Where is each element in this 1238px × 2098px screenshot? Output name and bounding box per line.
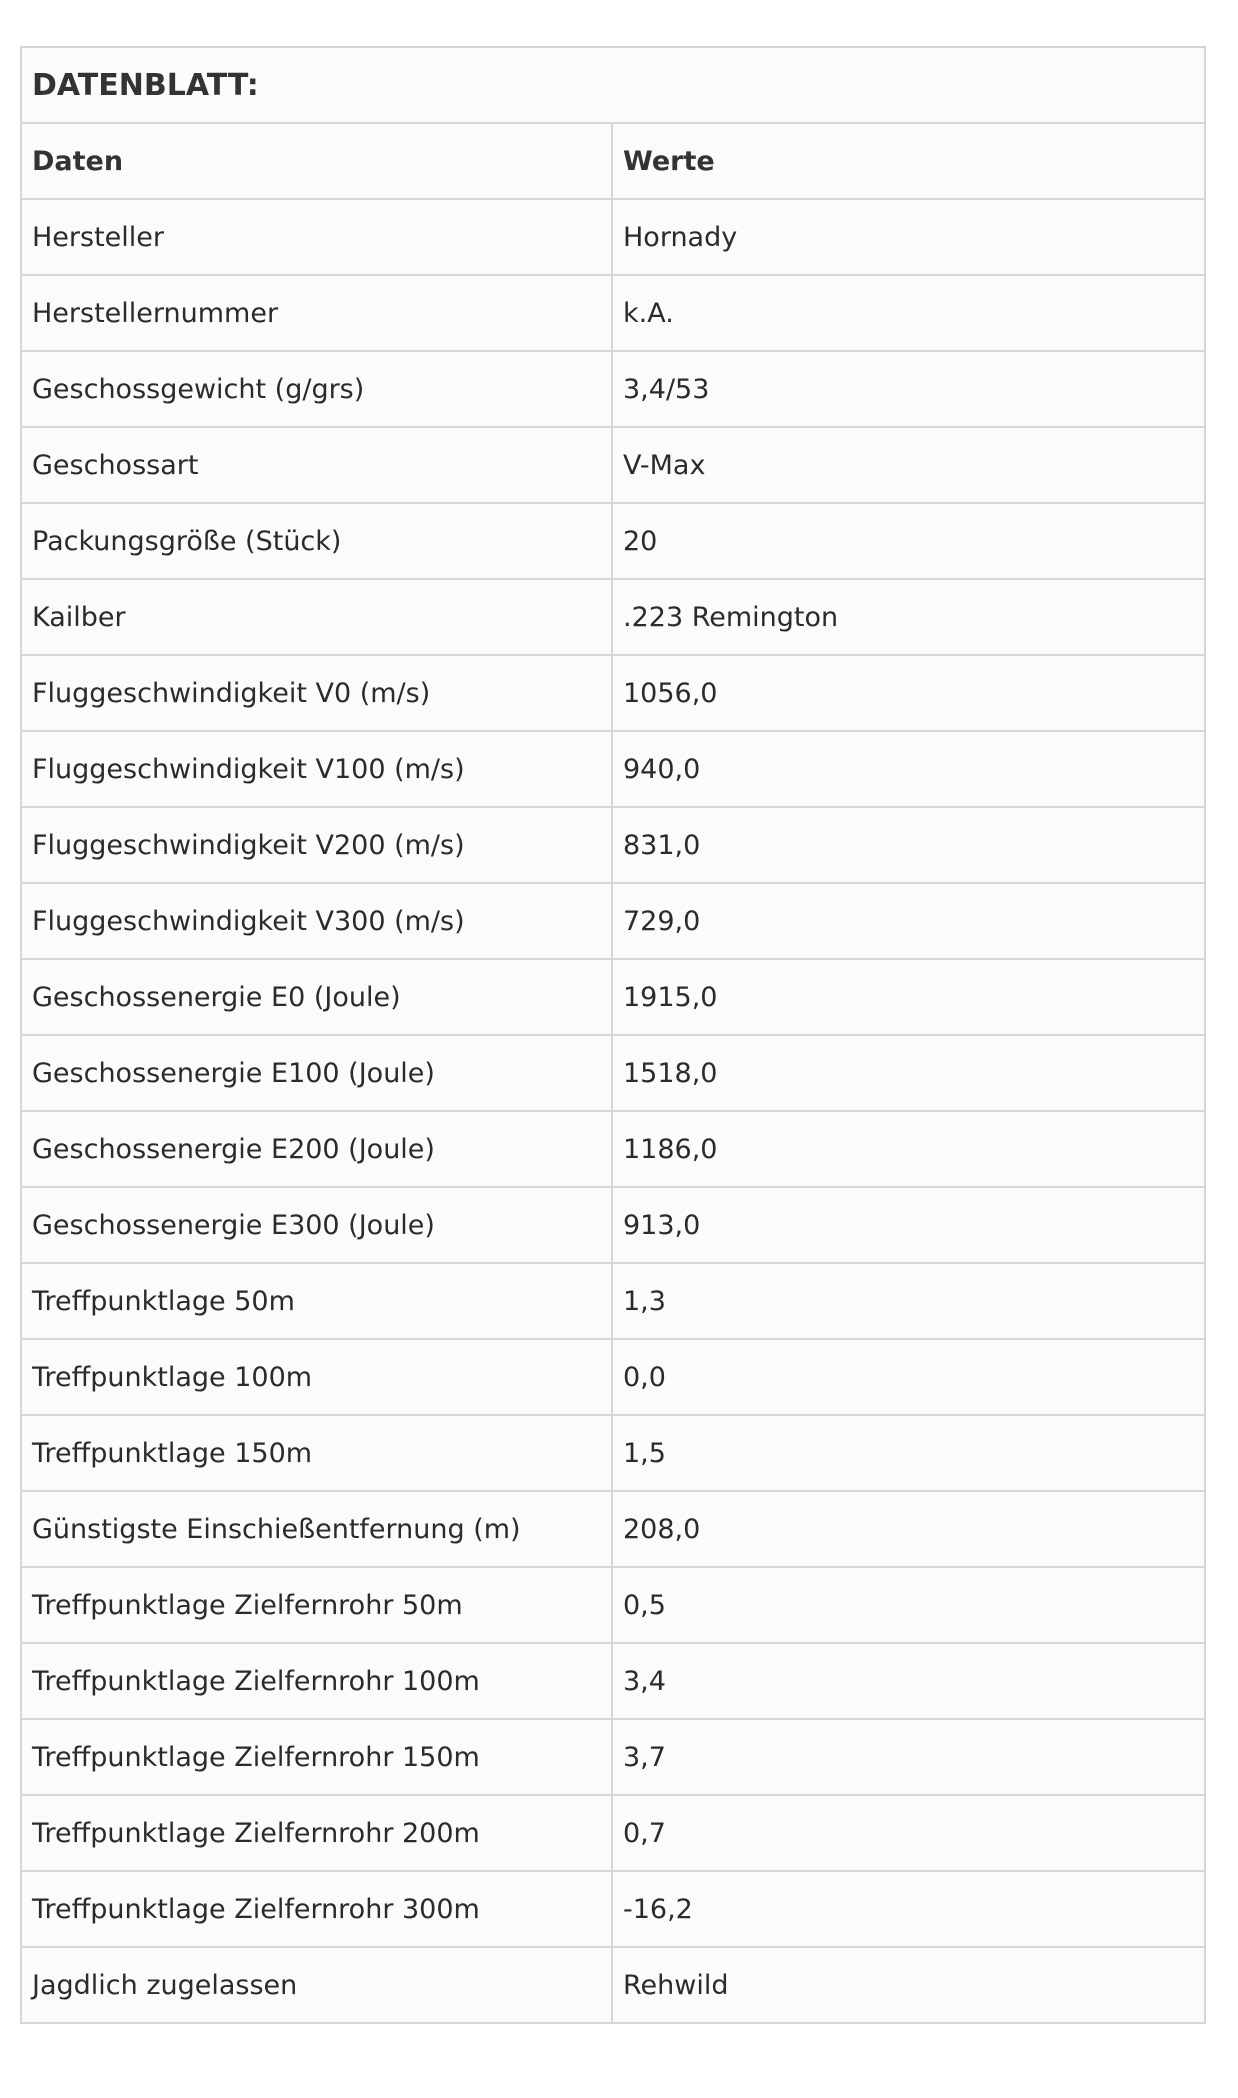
table-row: [21, 1719, 1205, 1795]
table-row: [21, 883, 1205, 959]
row-value: 729,0: [612, 883, 1205, 959]
table-row: [21, 427, 1205, 503]
row-value: V-Max: [612, 427, 1205, 503]
table-row: [21, 503, 1205, 579]
row-label: Fluggeschwindigkeit V0 (m/s): [21, 655, 612, 731]
table-row: [21, 199, 1205, 275]
row-label: Treffpunktlage 150m: [21, 1415, 612, 1491]
table-row: [21, 1187, 1205, 1263]
row-label: Hersteller: [21, 199, 612, 275]
row-value: Rehwild: [612, 1947, 1205, 2023]
row-label: Geschossenergie E200 (Joule): [21, 1111, 612, 1187]
row-value: 0,7: [612, 1795, 1205, 1871]
table-row: [21, 1111, 1205, 1187]
column-header-werte: Werte: [612, 123, 1205, 199]
row-value: Hornady: [612, 199, 1205, 275]
table-row: [21, 1643, 1205, 1719]
row-label: Treffpunktlage 100m: [21, 1339, 612, 1415]
datasheet-table: [20, 46, 1206, 2024]
table-row: [21, 731, 1205, 807]
table-row: [21, 1947, 1205, 2023]
row-value: 1056,0: [612, 655, 1205, 731]
column-header-daten: Daten: [21, 123, 612, 199]
row-value: 20: [612, 503, 1205, 579]
table-row: [21, 1567, 1205, 1643]
table-row: [21, 1491, 1205, 1567]
table-row: [21, 1415, 1205, 1491]
row-label: Herstellernummer: [21, 275, 612, 351]
row-value: 3,4/53: [612, 351, 1205, 427]
row-label: Treffpunktlage Zielfernrohr 150m: [21, 1719, 612, 1795]
row-value: 1915,0: [612, 959, 1205, 1035]
row-value: k.A.: [612, 275, 1205, 351]
table-row: [21, 807, 1205, 883]
row-value: 208,0: [612, 1491, 1205, 1567]
table-row: [21, 579, 1205, 655]
row-value: 913,0: [612, 1187, 1205, 1263]
table-row: [21, 655, 1205, 731]
row-label: Geschossenergie E0 (Joule): [21, 959, 612, 1035]
row-label: Fluggeschwindigkeit V200 (m/s): [21, 807, 612, 883]
table-row: [21, 1339, 1205, 1415]
row-label: Jagdlich zugelassen: [21, 1947, 612, 2023]
row-value: 0,0: [612, 1339, 1205, 1415]
table-row: [21, 959, 1205, 1035]
row-value: 1186,0: [612, 1111, 1205, 1187]
table-row: [21, 351, 1205, 427]
row-value: 3,4: [612, 1643, 1205, 1719]
row-label: Treffpunktlage Zielfernrohr 100m: [21, 1643, 612, 1719]
row-value: .223 Remington: [612, 579, 1205, 655]
row-label: Treffpunktlage Zielfernrohr 300m: [21, 1871, 612, 1947]
row-label: Geschossenergie E100 (Joule): [21, 1035, 612, 1111]
header-row: [21, 123, 1205, 199]
row-label: Fluggeschwindigkeit V300 (m/s): [21, 883, 612, 959]
row-value: 1,5: [612, 1415, 1205, 1491]
row-value: 940,0: [612, 731, 1205, 807]
row-label: Packungsgröße (Stück): [21, 503, 612, 579]
row-label: Günstigste Einschießentfernung (m): [21, 1491, 612, 1567]
row-label: Treffpunktlage Zielfernrohr 200m: [21, 1795, 612, 1871]
row-value: 1518,0: [612, 1035, 1205, 1111]
row-label: Geschossgewicht (g/grs): [21, 351, 612, 427]
row-value: 3,7: [612, 1719, 1205, 1795]
row-label: Geschossenergie E300 (Joule): [21, 1187, 612, 1263]
title-row: [21, 47, 1205, 123]
table-row: [21, 1035, 1205, 1111]
row-value: 1,3: [612, 1263, 1205, 1339]
row-label: Treffpunktlage 50m: [21, 1263, 612, 1339]
table-row: [21, 1795, 1205, 1871]
row-value: -16,2: [612, 1871, 1205, 1947]
row-label: Geschossart: [21, 427, 612, 503]
row-label: Treffpunktlage Zielfernrohr 50m: [21, 1567, 612, 1643]
row-value: 0,5: [612, 1567, 1205, 1643]
table-row: [21, 1871, 1205, 1947]
table-row: [21, 275, 1205, 351]
row-value: 831,0: [612, 807, 1205, 883]
row-label: Kailber: [21, 579, 612, 655]
row-label: Fluggeschwindigkeit V100 (m/s): [21, 731, 612, 807]
table-title: DATENBLATT:: [21, 47, 1205, 123]
table-row: [21, 1263, 1205, 1339]
